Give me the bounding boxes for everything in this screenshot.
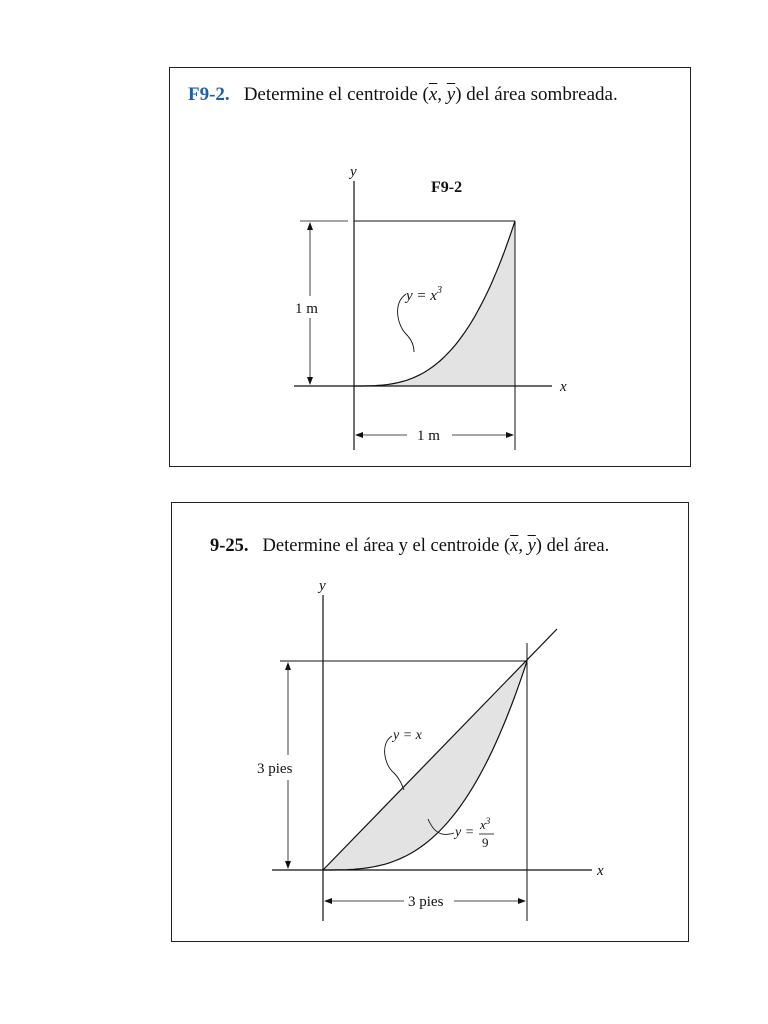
problem-number: F9-2. [188, 84, 230, 105]
y-bar: $\overline{y}$ [527, 536, 536, 556]
arrow-left [324, 898, 332, 904]
arrow-right [506, 432, 514, 438]
arrow-right [518, 898, 526, 904]
x-bar: $\overline{x}$ [510, 536, 519, 556]
y-axis-label: y [350, 164, 357, 180]
x-axis-label: x [560, 379, 567, 395]
height-dimension-label: 1 m [295, 301, 318, 317]
curve-label-lhs: y = [455, 825, 475, 840]
statement-text-end: ) del área sombreada. [455, 84, 618, 105]
line-y-x [323, 629, 557, 870]
arrow-down [307, 377, 313, 385]
problem-9-25-panel [171, 502, 689, 942]
line-label-leader [385, 736, 404, 790]
curve-label: $y = x^3$ [406, 285, 442, 304]
figure-9-25 [172, 503, 690, 943]
width-dimension-label: 1 m [417, 428, 440, 444]
figure-label: F9-2 [431, 179, 463, 196]
y-axis-label: y [319, 578, 326, 594]
curve-label-denominator: 9 [482, 835, 489, 850]
height-dimension-label: 3 pies [257, 761, 293, 777]
curve-label-numerator: $x^3$ [480, 816, 491, 832]
line-label: y = x [393, 728, 422, 743]
arrow-up [307, 222, 313, 230]
statement-text-end: ) del área. [535, 536, 610, 556]
comma: , [437, 84, 447, 105]
x-axis-label: x [597, 863, 604, 879]
arrow-left [355, 432, 363, 438]
arrow-down [285, 861, 291, 869]
problem-f9-2-panel [169, 67, 691, 467]
arrow-up [285, 662, 291, 670]
width-dimension-label: 3 pies [408, 894, 444, 910]
figure-f9-2 [170, 68, 692, 468]
statement-text: Determine el centroide ( [243, 84, 429, 105]
y-bar: $\overline{y}$ [446, 84, 456, 105]
problem-number: 9-25. [210, 536, 249, 556]
statement-text: Determine el área y el centroide ( [262, 536, 511, 556]
x-bar: $\overline{x}$ [428, 84, 438, 105]
comma: , [518, 536, 528, 556]
